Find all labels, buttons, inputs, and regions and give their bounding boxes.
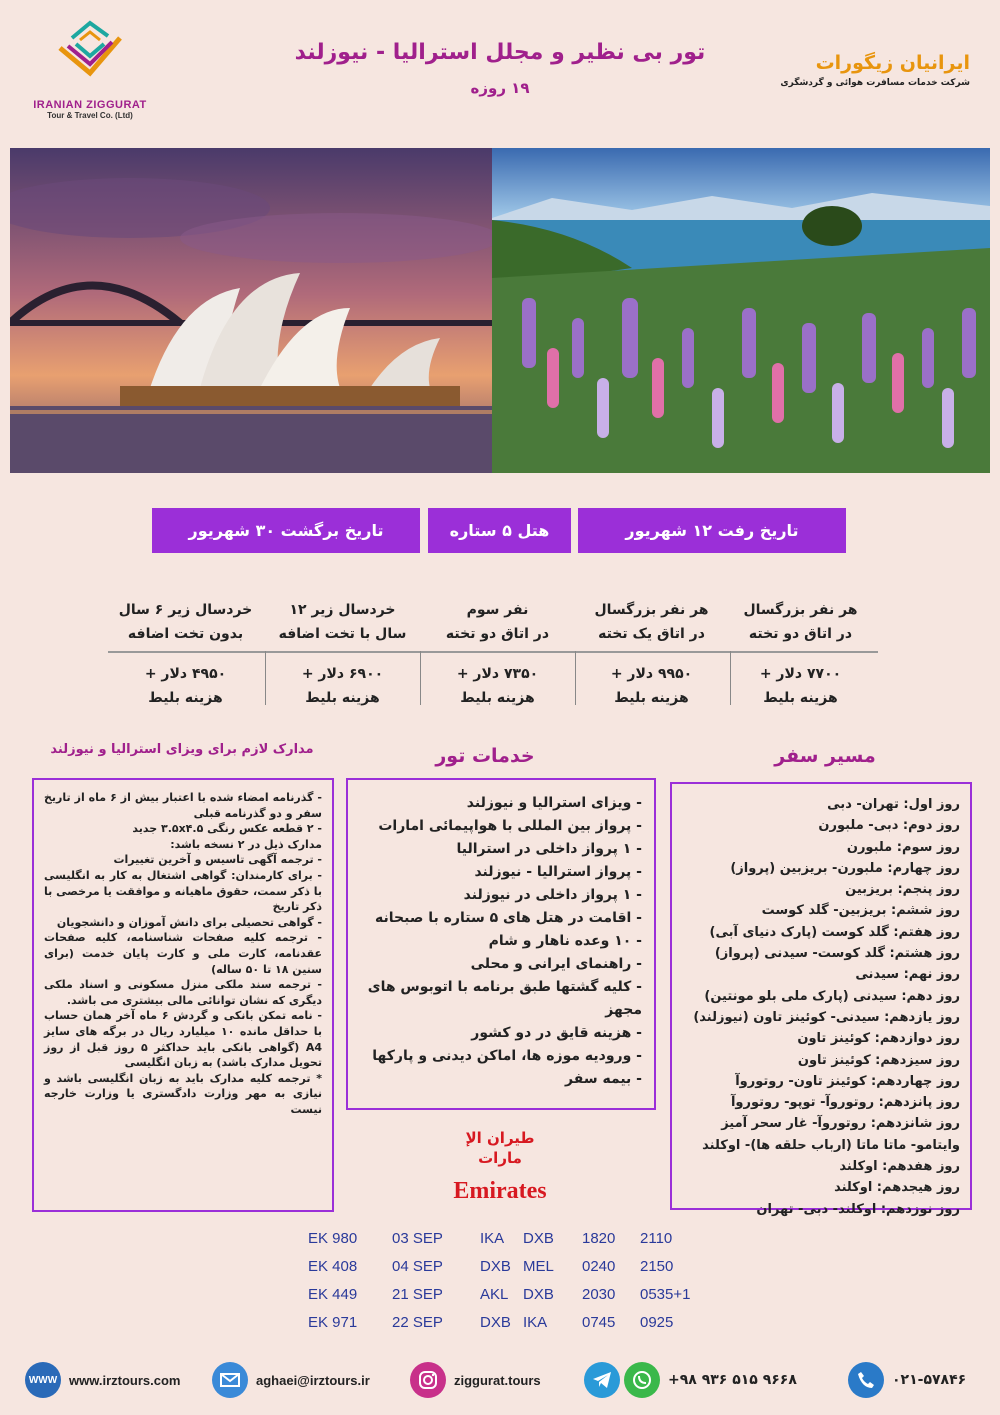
flight-to: DXB (523, 1230, 554, 1247)
logo-brand-text: IRANIAN ZIGGURAT (33, 99, 147, 111)
services-list (348, 780, 654, 1091)
flight-row (290, 1314, 710, 1342)
whatsapp-icon (624, 1362, 660, 1398)
service-item: - ورودیه موزه ها، اماکن دیدنی و پارکها (372, 1048, 642, 1064)
flight-arr: 0535+1 (640, 1286, 691, 1303)
route-item: روز پانزدهم: روتوروآ- توپو- روتوروآ (730, 1095, 960, 1111)
document-item: * ترجمه کلیه مدارک باید به زبان انگلیسی باشد و نیازی به مهر وزارت دادگستری یا وزارت خارجه نیست (44, 1071, 322, 1116)
price-header-2: سال با تخت اضافه (278, 626, 407, 642)
price-col-adult-single (574, 598, 729, 710)
flight-row (290, 1230, 710, 1258)
instagram-icon (410, 1362, 446, 1398)
route-item: روز دوازدهم: کوئینز تاون (797, 1031, 960, 1047)
emirates-logo (430, 1128, 570, 1205)
flight-no: EK 449 (308, 1286, 358, 1303)
price-col-child-12 (265, 598, 420, 710)
document-item: - نامه تمکن بانکی و گردش ۶ ماه آخر همان حساب با حداقل مانده ۱۰ میلیارد ریال در برگه های سایز A4 (گواهی بانکی باید حداکثر ۵ روز قبل از روز تحویل مدارک باشد) به زبان انگلیسی (44, 1009, 323, 1070)
price-col-third-person (420, 598, 575, 710)
service-item: - اقامت در هتل های ۵ ستاره با صبحانه (375, 910, 642, 926)
flight-row (290, 1286, 710, 1314)
price-value: ۹۹۵۰ دلار + (610, 666, 693, 682)
flight-date: 22 SEP (392, 1314, 443, 1331)
lake-tekapo-lupins-image (492, 148, 990, 473)
route-title: مسیر سفر (774, 745, 876, 767)
photo-banner (10, 148, 990, 473)
route-item: روز سیزدهم: کوئینز تاون (797, 1052, 960, 1068)
price-header-1: خردسال زیر ۶ سال (118, 602, 253, 618)
route-box (670, 782, 972, 1217)
documents-list (34, 780, 332, 1117)
footer-email[interactable] (212, 1362, 370, 1398)
price-header-1: هر نفر بزرگسال (594, 602, 709, 618)
company-desc: شرکت خدمات مسافرت هوائی و گردشگری (780, 78, 970, 88)
flight-arr: 0925 (640, 1314, 674, 1331)
document-item: - ترجمه آگهی تاسیس و آخرین تغییرات (113, 853, 322, 867)
price-value: ۷۷۰۰ دلار + (759, 666, 842, 682)
flight-dep: 0240 (582, 1258, 616, 1275)
route-item: روز دهم: سیدنی (پارک ملی بلو مونتین) (704, 988, 960, 1004)
route-item: روز هفتم: گلد کوست (پارک دنیای آبی) (709, 924, 960, 940)
company-logo (20, 18, 160, 133)
route-item: روز ششم: بریزبین- گلد کوست (761, 903, 960, 919)
flight-from: AKL (480, 1286, 509, 1303)
document-item: - برای کارمندان: گواهی اشتغال به کار به انگلیسی با ذکر سمت، حقوق ماهیانه و موافقت یا مرخصی با ذکر تاریخ (44, 868, 322, 914)
route-item: روز چهاردهم: کوئینز تاون- روتوروآ (735, 1073, 960, 1089)
page-subtitle: ۱۹ روزه (470, 79, 530, 97)
service-item: - ۱۰ وعده ناهار و شام (488, 933, 642, 949)
flight-from: DXB (480, 1314, 511, 1331)
price-header-1: نفر سوم (466, 602, 529, 618)
email-link[interactable]: aghaei@irztours.ir (256, 1372, 370, 1388)
website-link[interactable]: www.irztours.com (69, 1372, 181, 1388)
footer-mobile[interactable] (584, 1362, 797, 1398)
footer-instagram[interactable] (410, 1362, 541, 1398)
hotel-banner: هتل ۵ ستاره (428, 508, 571, 553)
footer-phone[interactable] (848, 1362, 966, 1398)
service-item: - ۱ پرواز داخلی در استرالیا (456, 841, 642, 857)
document-item: - ترجمه سند ملکی منزل مسکونی و اسناد ملکی دیگری که نشان توانائی مالی بیشتری می باشد. (44, 978, 322, 1007)
route-item: روز اول: تهران- دبی (827, 797, 960, 812)
flight-dep: 2030 (582, 1286, 616, 1303)
globe-icon: WWW (25, 1362, 61, 1398)
emirates-wordmark: Emirates (453, 1178, 547, 1204)
document-item: - ۲ قطعه عکس رنگی ۳.۵x۴.۵ جدید (132, 822, 322, 836)
flight-date: 21 SEP (392, 1286, 443, 1303)
route-item: روز هشتم: گلد کوست- سیدنی (پرواز) (714, 946, 960, 962)
document-item: - گذرنامه امضاء شده با اعتبار بیش از ۶ ماه از تاریخ سفر و دو گذرنامه قبلی (44, 791, 322, 820)
sydney-opera-house-image (10, 148, 492, 473)
service-item: - هزینه قایق در دو کشور (471, 1025, 642, 1041)
flight-to: MEL (523, 1258, 554, 1275)
company-name: ایرانیان زیگورات (815, 52, 970, 74)
flight-no: EK 408 (308, 1258, 358, 1275)
mail-icon (212, 1362, 248, 1398)
route-item: روز نهم: سیدنی (855, 967, 960, 983)
price-note: هزینه بلیط (460, 690, 535, 706)
price-header-2: بدون تخت اضافه (127, 626, 244, 642)
company-brand (770, 52, 970, 88)
route-item: روز چهارم: ملبورن- بریزبین (پرواز) (730, 860, 960, 876)
services-title: خدمات تور (435, 745, 535, 767)
flight-arr: 2110 (640, 1230, 673, 1247)
emirates-arabic-logo: طيران الإمارات (465, 1129, 535, 1167)
instagram-link[interactable]: ziggurat.tours (454, 1372, 541, 1388)
flight-from: DXB (480, 1258, 511, 1275)
price-col-adult-double (723, 598, 878, 710)
route-item: روز شانزدهم: روتوروآ- غار سحر آمیز وایتامو- ماتا ماتا (ارباب حلقه ها)- اوکلند (702, 1116, 960, 1153)
mobile-number[interactable]: +۹۸ ۹۳۶ ۵۱۵ ۹۶۶۸ (668, 1372, 797, 1388)
price-value: ۶۹۰۰ دلار + (301, 666, 384, 682)
phone-icon (848, 1362, 884, 1398)
document-item: - گواهی تحصیلی برای دانش آموزان و دانشجویان (56, 915, 322, 929)
depart-date-banner: تاریخ رفت ۱۲ شهریور (578, 508, 846, 553)
price-note: هزینه بلیط (763, 690, 838, 706)
logo-sub-text: Tour & Travel Co. (Ltd) (47, 111, 133, 120)
price-note: هزینه بلیط (305, 690, 380, 706)
price-value: ۷۳۵۰ دلار + (456, 666, 539, 682)
price-header-2: در اتاق دو تخته (748, 626, 853, 642)
service-item: - کلیه گشتها طبق برنامه با اتوبوس های مجهز (367, 979, 642, 1018)
service-item: - ویزای استرالیا و نیوزلند (466, 795, 642, 811)
price-header-2: در اتاق یک تخته (598, 626, 705, 642)
service-item: - راهنمای ایرانی و محلی (470, 956, 642, 972)
flight-date: 03 SEP (392, 1230, 443, 1247)
price-header-2: در اتاق دو تخته (445, 626, 550, 642)
route-list (672, 784, 970, 1220)
title-block (250, 40, 750, 97)
flight-schedule (290, 1230, 710, 1342)
flight-date: 04 SEP (392, 1258, 443, 1275)
ziggurat-logo-icon (50, 18, 130, 93)
documents-title: مدارک لازم برای ویزای استرالیا و نیوزلند (50, 742, 314, 757)
route-item: روز پنجم: بریزبین (845, 882, 960, 898)
phone-number[interactable]: ۰۲۱-۵۷۸۴۶ (892, 1372, 967, 1388)
flight-no: EK 980 (308, 1230, 358, 1247)
footer-website[interactable] (25, 1362, 180, 1398)
route-item: روز هفدهم: اوکلند (839, 1159, 960, 1175)
service-item: - پرواز استرالیا - نیوزلند (474, 864, 642, 880)
route-item: روز هیجدهم: اوکلند (834, 1180, 960, 1196)
service-item: - پرواز بین المللی با هواپیمائی امارات (378, 818, 642, 834)
route-item: روز نوزدهم: اوکلند- دبی- تهران (756, 1201, 960, 1217)
price-note: هزینه بلیط (614, 690, 689, 706)
price-value: ۴۹۵۰ دلار + (144, 666, 227, 682)
document-item: - ترجمه کلیه صفحات شناسنامه، کلیه صفحات عقدنامه، کارت ملی و کارت پایان خدمت (برای سنین ۱۸ تا ۵۰ ساله) (44, 931, 322, 976)
telegram-icon (584, 1362, 620, 1398)
service-item: - بیمه سفر (565, 1071, 642, 1087)
price-header-1: خردسال زیر ۱۲ (289, 602, 396, 618)
documents-box (32, 778, 334, 1212)
price-note: هزینه بلیط (148, 690, 223, 706)
page-title: تور بی نظیر و مجلل استرالیا - نیوزلند (294, 40, 706, 65)
price-header-1: هر نفر بزرگسال (743, 602, 858, 618)
route-item: روز سوم: ملبورن (846, 839, 960, 855)
service-item: - ۱ پرواز داخلی در نیوزلند (463, 887, 642, 903)
price-col-child-6 (108, 598, 263, 710)
flight-from: IKA (480, 1230, 505, 1247)
flight-to: DXB (523, 1286, 554, 1303)
route-item: روز دوم: دبی- ملبورن (818, 818, 960, 834)
flight-row (290, 1258, 710, 1286)
return-date-banner: تاریخ برگشت ۳۰ شهریور (152, 508, 420, 553)
flight-dep: 0745 (582, 1314, 616, 1331)
route-item: روز یازدهم: سیدنی- کوئینز تاون (نیوزلند) (693, 1009, 960, 1025)
document-item: مدارک ذیل در ۲ نسخه باشد: (170, 837, 322, 851)
flight-to: IKA (523, 1314, 548, 1331)
flight-dep: 1820 (582, 1230, 616, 1247)
flight-no: EK 971 (308, 1314, 358, 1331)
flight-arr: 2150 (640, 1258, 674, 1275)
services-box (346, 778, 656, 1110)
